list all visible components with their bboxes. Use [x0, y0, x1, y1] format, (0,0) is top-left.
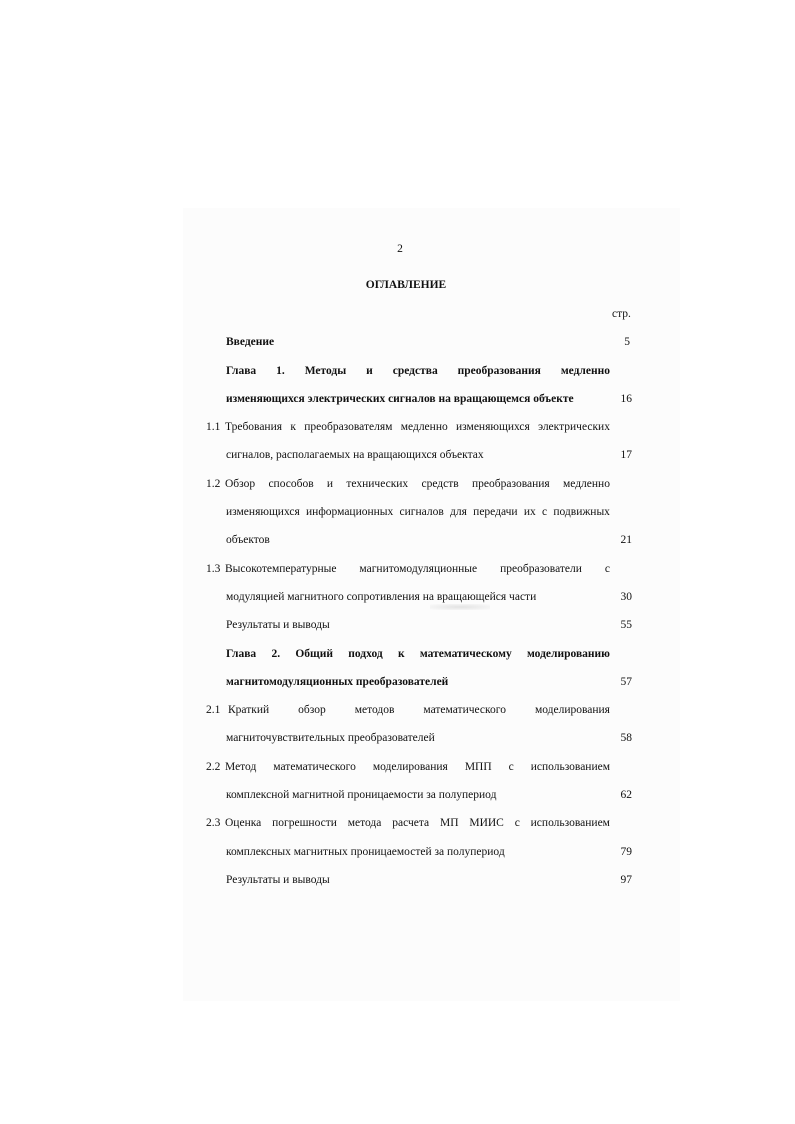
toc-section-2-2-line2: комплексной магнитной проницаемости за полупериод [226, 789, 497, 801]
toc-entry-intro: Введение [226, 336, 275, 348]
page-number: 2 [397, 243, 403, 255]
page-column-label: стр. [612, 308, 631, 320]
toc-page-1-2: 21 [620, 534, 632, 546]
toc-page-intro: 5 [624, 336, 630, 348]
toc-section-1-2-line1: Обзор способов и технических средств преобразования медленно [225, 478, 610, 490]
toc-page-chapter1: 16 [620, 393, 632, 405]
toc-section-2-1-line2: магниточувствительных преобразователей [226, 732, 435, 744]
toc-page-results2: 97 [620, 874, 632, 886]
toc-page-2-1: 58 [620, 732, 632, 744]
toc-section-number: 2.2 [206, 761, 221, 773]
toc-section-number: 2.3 [206, 817, 221, 829]
toc-section-number: 1.3 [206, 563, 221, 575]
toc-section-1-2-line2: изменяющихся информационных сигналов для передачи их с подвижных [226, 506, 610, 518]
toc-section-1-3-line2: модуляцией магнитного сопротивления на вращающейся части [226, 591, 537, 603]
toc-chapter2-line2: магнитомодуляционных преобразователей [226, 676, 449, 688]
toc-page-1-1: 17 [620, 449, 632, 461]
toc-section-2-3-line1: Оценка погрешности метода расчета МП МИИС с использованием [225, 817, 610, 829]
toc-section-number: 2.1 [206, 704, 221, 716]
toc-results-chapter2: Результаты и выводы [226, 874, 330, 886]
scan-smudge [430, 604, 490, 610]
toc-page-2-3: 79 [620, 846, 632, 858]
toc-section-number: 1.1 [206, 421, 221, 433]
toc-section-2-2-line1: Метод математического моделирования МПП с использованием [225, 761, 610, 773]
toc-page-chapter2: 57 [620, 676, 632, 688]
toc-chapter2-line1: Глава 2. Общий подход к математическому моделированию [226, 648, 610, 660]
toc-page-2-2: 62 [620, 789, 632, 801]
toc-chapter1-line2: изменяющихся электрических сигналов на вращающемся объекте [226, 393, 574, 405]
toc-section-1-1-line1: Требования к преобразователям медленно изменяющихся электрических [225, 421, 610, 433]
toc-section-2-1-line1: Краткий обзор методов математического моделирования [228, 704, 610, 716]
toc-section-number: 1.2 [206, 478, 221, 490]
toc-section-1-3-line1: Высокотемпературные магнитомодуляционные преобразователи с [225, 563, 610, 575]
toc-section-1-2-line3: объектов [226, 534, 270, 546]
toc-section-1-1-line2: сигналов, располагаемых на вращающихся объектах [226, 449, 484, 461]
toc-heading: ОГЛАВЛЕНИЕ [365, 279, 447, 291]
toc-page-results1: 55 [620, 619, 632, 631]
toc-results-chapter1: Результаты и выводы [226, 619, 330, 631]
toc-section-2-3-line2: комплексных магнитных проницаемостей за полупериод [226, 846, 505, 858]
toc-chapter1-line1: Глава 1. Методы и средства преобразования медленно [226, 365, 610, 377]
toc-page-1-3: 30 [620, 591, 632, 603]
